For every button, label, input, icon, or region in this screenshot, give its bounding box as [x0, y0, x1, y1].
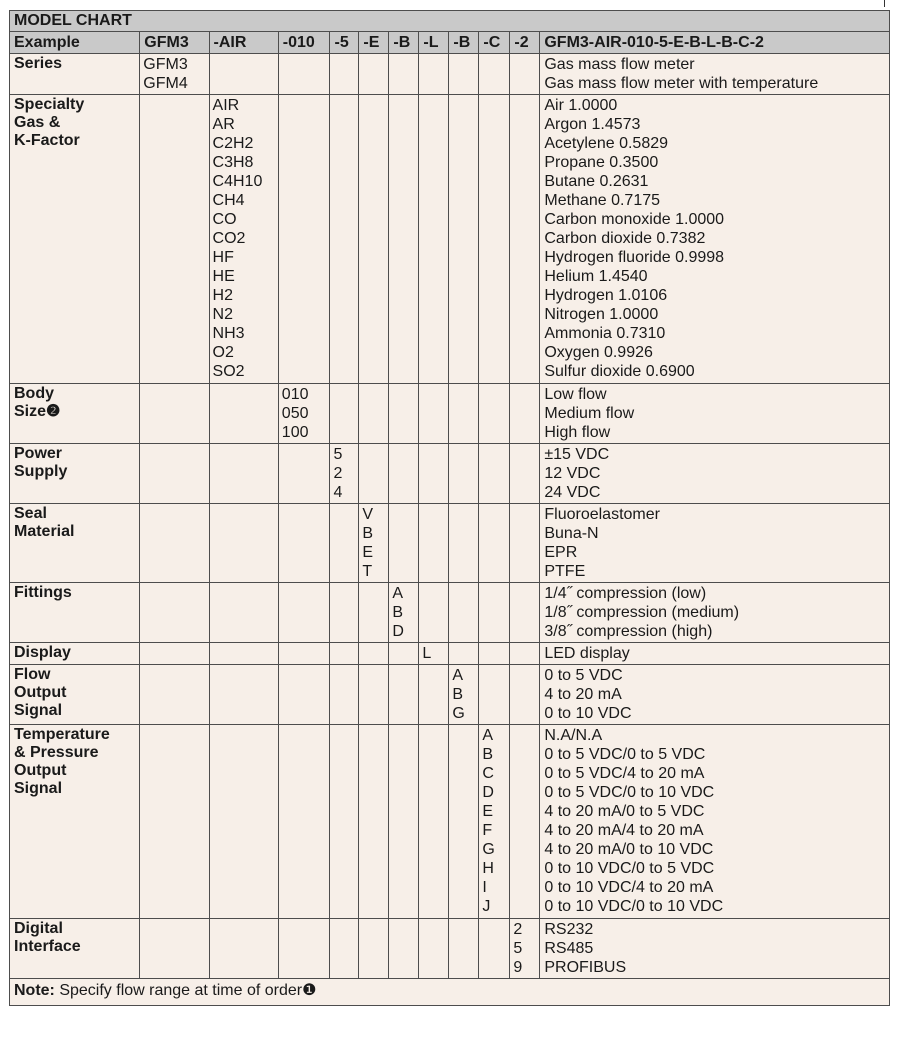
option-code-cell: 5 2 4: [330, 444, 359, 504]
example-row: [10, 32, 890, 54]
option-code-cell: [449, 54, 479, 95]
option-label: Temperature & Pressure Output Signal: [10, 725, 140, 919]
option-code-cell: [419, 919, 449, 979]
option-code-cell: [449, 95, 479, 384]
option-code-cell: [479, 95, 510, 384]
option-description: Gas mass flow meter Gas mass flow meter with temperature: [540, 54, 890, 95]
option-code-cell: [140, 725, 209, 919]
option-code-cell: [389, 919, 419, 979]
option-code-cell: [278, 95, 330, 384]
option-code-cell: [389, 725, 419, 919]
option-code-cell: [330, 95, 359, 384]
option-label: Power Supply: [10, 444, 140, 504]
option-row-temp-pressure-output-signal: [10, 725, 890, 919]
option-code-cell: [510, 665, 540, 725]
option-code-cell: [479, 444, 510, 504]
note-label: Note:: [14, 982, 55, 999]
option-code-cell: [389, 643, 419, 665]
option-code-cell: [419, 95, 449, 384]
example-code: -B: [389, 32, 419, 54]
option-code-cell: [278, 919, 330, 979]
option-code-cell: [419, 444, 449, 504]
option-code-cell: [140, 504, 209, 583]
option-code-cell: [389, 54, 419, 95]
example-code: -AIR: [209, 32, 278, 54]
page-corner-mark: [884, 0, 885, 7]
option-code-cell: [209, 725, 278, 919]
option-row-flow-output-signal: [10, 665, 890, 725]
option-code-cell: [510, 725, 540, 919]
option-code-cell: [359, 919, 389, 979]
option-code-cell: [330, 504, 359, 583]
option-label: Specialty Gas & K-Factor: [10, 95, 140, 384]
option-code-cell: GFM3 GFM4: [140, 54, 209, 95]
option-code-cell: [209, 54, 278, 95]
option-code-cell: [278, 665, 330, 725]
option-code-cell: [449, 504, 479, 583]
option-code-cell: [510, 643, 540, 665]
note-row: [10, 979, 890, 1006]
option-code-cell: [510, 504, 540, 583]
option-description: LED display: [540, 643, 890, 665]
option-row-specialty-gas: [10, 95, 890, 384]
option-row-seal-material: [10, 504, 890, 583]
option-code-cell: [278, 444, 330, 504]
option-code-cell: [510, 54, 540, 95]
option-code-cell: [330, 384, 359, 444]
option-code-cell: [209, 919, 278, 979]
option-code-cell: [209, 384, 278, 444]
option-code-cell: [140, 665, 209, 725]
example-model-number: GFM3-AIR-010-5-E-B-L-B-C-2: [540, 32, 890, 54]
option-description: Air 1.0000 Argon 1.4573 Acetylene 0.5829 Propane 0.3500 Butane 0.2631 Methane 0.7175 Carbon monoxide 1.0000 Carbon dioxide 0.7382 Hydrogen fluoride 0.9998 Helium 1.4540 Hydrogen 1.0106 Nitrogen 1.0000 Ammonia 0.7310 Oxygen 0.9926 Sulfur dioxide 0.6900: [540, 95, 890, 384]
option-code-cell: [359, 54, 389, 95]
option-code-cell: A B C D E F G H I J: [479, 725, 510, 919]
option-code-cell: [278, 725, 330, 919]
option-code-cell: AIR AR C2H2 C3H8 C4H10 CH4 CO CO2 HF HE H2 N2 NH3 O2 SO2: [209, 95, 278, 384]
option-code-cell: [419, 504, 449, 583]
option-description: ±15 VDC 12 VDC 24 VDC: [540, 444, 890, 504]
option-code-cell: [209, 643, 278, 665]
option-code-cell: [510, 95, 540, 384]
option-code-cell: [359, 725, 389, 919]
model-chart-table: [9, 10, 890, 1006]
option-description: N.A/N.A 0 to 5 VDC/0 to 5 VDC 0 to 5 VDC/4 to 20 mA 0 to 5 VDC/0 to 10 VDC 4 to 20 mA/0 to 5 VDC 4 to 20 mA/4 to 20 mA 4 to 20 mA/0 to 10 VDC 0 to 10 VDC/0 to 5 VDC 0 to 10 VDC/4 to 20 mA 0 to 10 VDC/0 to 10 VDC: [540, 725, 890, 919]
option-code-cell: [140, 583, 209, 643]
option-code-cell: [449, 643, 479, 665]
option-label: Series: [10, 54, 140, 95]
option-row-fittings: [10, 583, 890, 643]
example-code: -010: [278, 32, 330, 54]
option-code-cell: [449, 583, 479, 643]
option-row-display: [10, 643, 890, 665]
option-code-cell: [449, 725, 479, 919]
option-code-cell: [510, 444, 540, 504]
option-code-cell: [209, 583, 278, 643]
title-row: [10, 11, 890, 32]
option-code-cell: [479, 583, 510, 643]
option-code-cell: [278, 643, 330, 665]
option-code-cell: V B E T: [359, 504, 389, 583]
option-code-cell: [479, 384, 510, 444]
option-label: Digital Interface: [10, 919, 140, 979]
option-code-cell: [330, 919, 359, 979]
option-code-cell: [278, 504, 330, 583]
example-code: -C: [479, 32, 510, 54]
option-code-cell: [330, 665, 359, 725]
option-code-cell: [359, 384, 389, 444]
option-description: Fluoroelastomer Buna-N EPR PTFE: [540, 504, 890, 583]
example-code: -2: [510, 32, 540, 54]
option-code-cell: [479, 54, 510, 95]
option-code-cell: [140, 643, 209, 665]
option-code-cell: [479, 919, 510, 979]
option-code-cell: [278, 583, 330, 643]
option-code-cell: A B D: [389, 583, 419, 643]
option-code-cell: [330, 54, 359, 95]
option-code-cell: [389, 95, 419, 384]
example-code: GFM3: [140, 32, 209, 54]
option-description: 0 to 5 VDC 4 to 20 mA 0 to 10 VDC: [540, 665, 890, 725]
option-label: Flow Output Signal: [10, 665, 140, 725]
option-row-digital-interface: [10, 919, 890, 979]
chart-title: MODEL CHART: [10, 11, 890, 32]
example-code: -E: [359, 32, 389, 54]
option-row-power-supply: [10, 444, 890, 504]
option-code-cell: [479, 643, 510, 665]
option-code-cell: [449, 384, 479, 444]
option-code-cell: [209, 665, 278, 725]
option-label: Body Size❷: [10, 384, 140, 444]
option-code-cell: [278, 54, 330, 95]
option-code-cell: L: [419, 643, 449, 665]
option-code-cell: [330, 643, 359, 665]
option-code-cell: [359, 665, 389, 725]
option-code-cell: [140, 384, 209, 444]
option-code-cell: [419, 54, 449, 95]
option-code-cell: [510, 384, 540, 444]
option-code-cell: [140, 444, 209, 504]
example-code: -B: [449, 32, 479, 54]
option-code-cell: [389, 384, 419, 444]
option-description: RS232 RS485 PROFIBUS: [540, 919, 890, 979]
option-code-cell: [449, 444, 479, 504]
option-code-cell: [389, 444, 419, 504]
option-code-cell: [359, 444, 389, 504]
option-code-cell: [419, 725, 449, 919]
option-code-cell: [389, 504, 419, 583]
option-code-cell: [449, 919, 479, 979]
option-code-cell: [389, 665, 419, 725]
option-code-cell: [510, 583, 540, 643]
option-code-cell: [419, 384, 449, 444]
option-code-cell: [419, 665, 449, 725]
option-code-cell: [209, 504, 278, 583]
option-code-cell: [479, 665, 510, 725]
option-description: Low flow Medium flow High flow: [540, 384, 890, 444]
option-code-cell: [209, 444, 278, 504]
option-code-cell: [330, 725, 359, 919]
option-label: Display: [10, 643, 140, 665]
option-code-cell: [140, 95, 209, 384]
option-code-cell: [419, 583, 449, 643]
option-row-series: [10, 54, 890, 95]
option-row-body-size: [10, 384, 890, 444]
option-code-cell: A B G: [449, 665, 479, 725]
example-code: -L: [419, 32, 449, 54]
note-text: Specify flow range at time of order❶: [54, 982, 317, 999]
option-code-cell: [359, 95, 389, 384]
option-code-cell: [330, 583, 359, 643]
example-label: Example: [10, 32, 140, 54]
option-code-cell: [359, 583, 389, 643]
order-note: [10, 979, 890, 1006]
option-code-cell: [479, 504, 510, 583]
example-code: -5: [330, 32, 359, 54]
option-label: Seal Material: [10, 504, 140, 583]
option-label: Fittings: [10, 583, 140, 643]
option-code-cell: [359, 643, 389, 665]
option-code-cell: 2 5 9: [510, 919, 540, 979]
option-code-cell: [140, 919, 209, 979]
option-code-cell: 010 050 100: [278, 384, 330, 444]
option-description: 1/4˝ compression (low) 1/8˝ compression (medium) 3/8˝ compression (high): [540, 583, 890, 643]
